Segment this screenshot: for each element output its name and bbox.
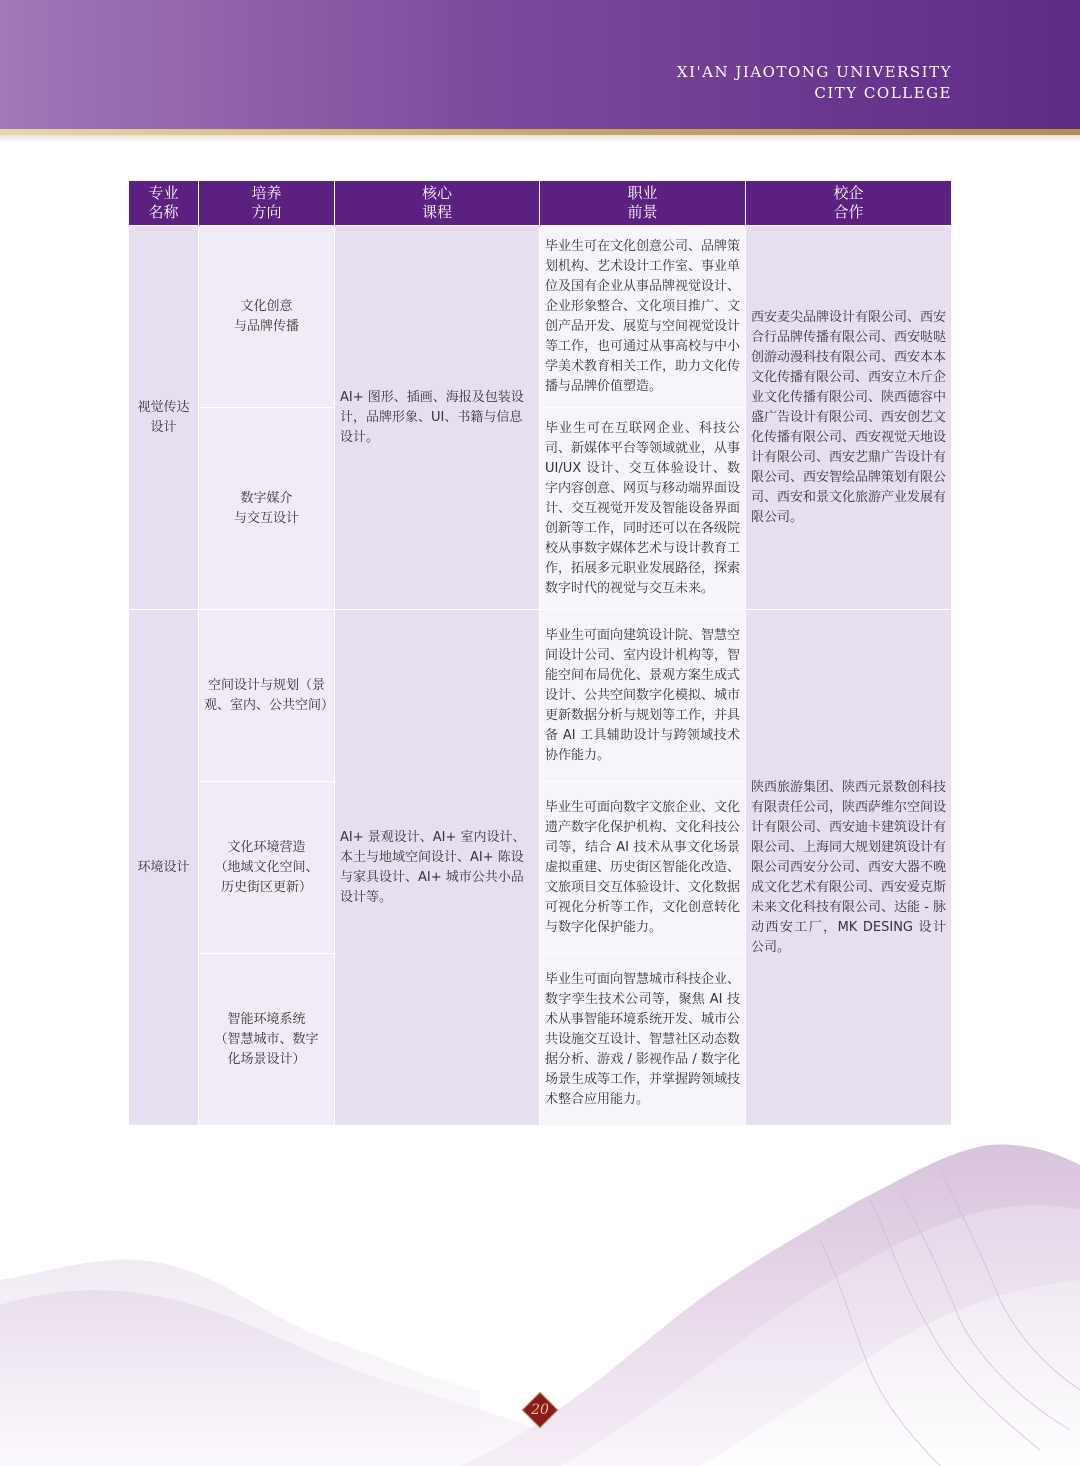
cooperation-cell: 陕西旅游集团、陕西元景数创科技有限责任公司，陕西萨维尔空间设计有限公司、西安迪卡建筑设计有限公司、上海同大规划建筑设计有限公司西安分公司、西安大器不晚成文化艺术有限公司、西安爱克斯未来文化科技有限公司、达能 - 脉动西安工厂，MK DESING 设计公司。 [746,610,952,1126]
header-core-courses: 核心 课程 [335,181,540,226]
table-header-row [129,181,952,226]
direction-cell: 文化环境营造 （地域文化空间、 历史街区更新） [199,782,335,954]
university-name-line2: CITY COLLEGE [814,84,952,102]
header-shadow [0,135,1080,143]
career-cell: 毕业生可面向智慧城市科技企业、数字孪生技术公司等，聚焦 AI 技术从事智能环境系统开发、城市公共设施交互设计、智慧社区动态数据分析、游戏 / 影视作品 / 数字化场景生成等工作，并掌握跨领域技术整合应用能力。 [540,954,746,1126]
header-school-enterprise-cooperation: 校企 合作 [746,181,952,226]
career-cell: 毕业生可在互联网企业、科技公司、新媒体平台等领域就业，从事 UI/UX 设计、交互体验设计、数字内容创意、网页与移动端界面设计、交互视觉开发及智能设备界面创新等工作，同时还可以在各级院校从事数字媒体艺术与设计教育工作，拓展多元职业发展路径，探索数字时代的视觉与交互未来。 [540,408,746,610]
career-cell: 毕业生可面向建筑设计院、智慧空间设计公司、室内设计机构等，智能空间布局优化、景观方案生成式设计、公共空间数字化模拟、城市更新数据分析与规划等工作，并具备 AI 工具辅助设计与跨领域技术协作能力。 [540,610,746,782]
university-name-line1: XI'AN JIAOTONG UNIVERSITY [676,63,952,81]
direction-cell: 智能环境系统 （智慧城市、数字 化场景设计） [199,954,335,1126]
header-direction: 培养 方向 [199,181,335,226]
major-cell-visual-communication: 视觉传达 设计 [129,226,199,610]
career-cell: 毕业生可面向数字文旅企业、文化遗产数字化保护机构、文化科技公司等，结合 AI 技术从事文化场景虚拟重建、历史街区智能化改造、文旅项目交互体验设计、文化数据可视化分析等工作，文化创意转化与数字化保护能力。 [540,782,746,954]
header-career-prospects: 职业 前景 [540,181,746,226]
core-courses-cell: AI+ 景观设计、AI+ 室内设计、本土与地域空间设计、AI+ 陈设与家具设计、AI+ 城市公共小品设计等。 [335,610,540,1126]
cooperation-cell: 西安麦尖品牌设计有限公司、西安合行品牌传播有限公司、西安哒哒创游动漫科技有限公司、西安本本文化传播有限公司、西安立木斤企业文化传播有限公司、陕西德容中盛广告设计有限公司、西安创艺文化传播有限公司、西安视觉天地设计有限公司、西安艺鼎广告设计有限公司、西安智绘品牌策划有限公司、西安和景文化旅游产业发展有限公司。 [746,226,952,610]
core-courses-cell: AI+ 图形、插画、海报及包装设计，品牌形象、UI、书籍与信息设计。 [335,226,540,610]
university-name [677,62,952,104]
table-row [129,226,952,408]
program-table [128,180,952,1126]
career-cell: 毕业生可在文化创意公司、品牌策划机构、艺术设计工作室、事业单位及国有企业从事品牌视觉设计、企业形象整合、文化项目推广、文创产品开发、展览与空间视觉设计等工作，也可通过从事高校与中小学美术教育相关工作，助力文化传播与品牌价值塑造。 [540,226,746,408]
direction-cell: 文化创意 与品牌传播 [199,226,335,408]
page-number: 20 [531,1402,549,1418]
direction-cell: 数字媒介 与交互设计 [199,408,335,610]
major-cell-environment-design: 环境设计 [129,610,199,1126]
header-major: 专业 名称 [129,181,199,226]
direction-cell: 空间设计与规划（景 观、室内、公共空间） [199,610,335,782]
page-number-badge [523,1393,557,1427]
table-row [129,610,952,782]
